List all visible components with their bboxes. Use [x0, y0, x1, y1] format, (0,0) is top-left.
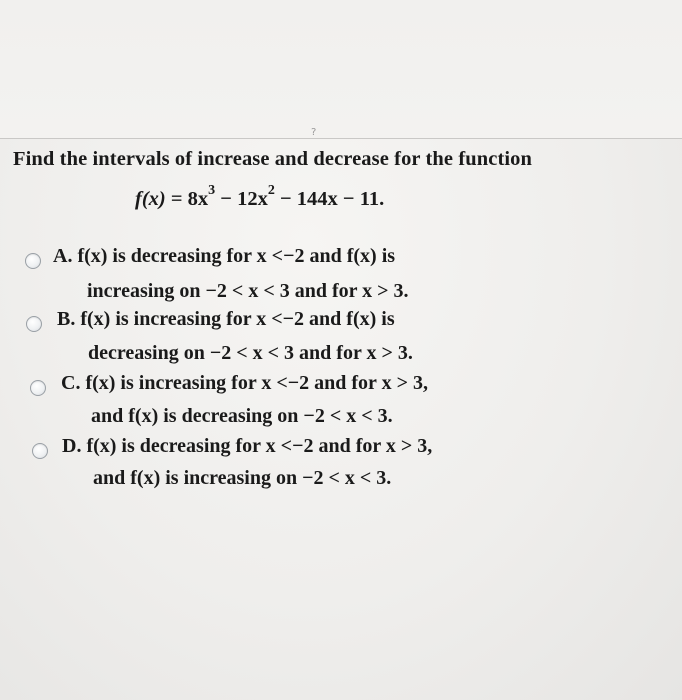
- option-d-text-1: f(x) is decreasing for x <−2 and for x > 3,: [86, 435, 433, 457]
- divider: [0, 138, 682, 139]
- option-b-text-2: decreasing on −2 < x < 3 and for x > 3.: [88, 342, 413, 364]
- option-c-line-1: [61, 372, 428, 395]
- question-prompt: Find the intervals of increase and decrease for the function: [13, 148, 533, 170]
- option-b-text-1: f(x) is increasing for x <−2 and f(x) is: [80, 308, 395, 330]
- option-a-letter: A.: [53, 245, 73, 267]
- exponent-2: 2: [267, 183, 275, 198]
- question-mark-icon: ?: [311, 127, 317, 138]
- function-term-3: − 144x − 11.: [274, 187, 385, 210]
- option-b-radio[interactable]: [26, 316, 42, 332]
- option-d-letter: D.: [62, 435, 82, 457]
- option-c-letter: C.: [61, 372, 81, 394]
- option-a-radio[interactable]: [25, 253, 41, 269]
- option-d-text-2: and f(x) is increasing on −2 < x < 3.: [93, 467, 392, 489]
- option-d-line-1: [62, 435, 432, 458]
- option-a-text-2: increasing on −2 < x < 3 and for x > 3.: [87, 280, 409, 302]
- function-term-1: = 8x: [165, 187, 209, 210]
- option-c-text-1: f(x) is increasing for x <−2 and for x > 3,: [85, 372, 428, 394]
- option-d-radio[interactable]: [32, 443, 48, 459]
- option-c-radio[interactable]: [30, 380, 46, 396]
- option-a-line-1: [53, 245, 395, 268]
- top-area: [0, 0, 682, 138]
- function-expression: [135, 183, 385, 211]
- option-a-text-1: f(x) is decreasing for x <−2 and f(x) is: [77, 245, 396, 267]
- option-b-line-1: [57, 308, 395, 331]
- function-lhs: f(x): [135, 187, 166, 210]
- exponent-1: 3: [208, 183, 216, 198]
- function-term-2: − 12x: [215, 187, 268, 210]
- option-c-text-2: and f(x) is decreasing on −2 < x < 3.: [91, 405, 393, 427]
- option-b-letter: B.: [57, 308, 76, 330]
